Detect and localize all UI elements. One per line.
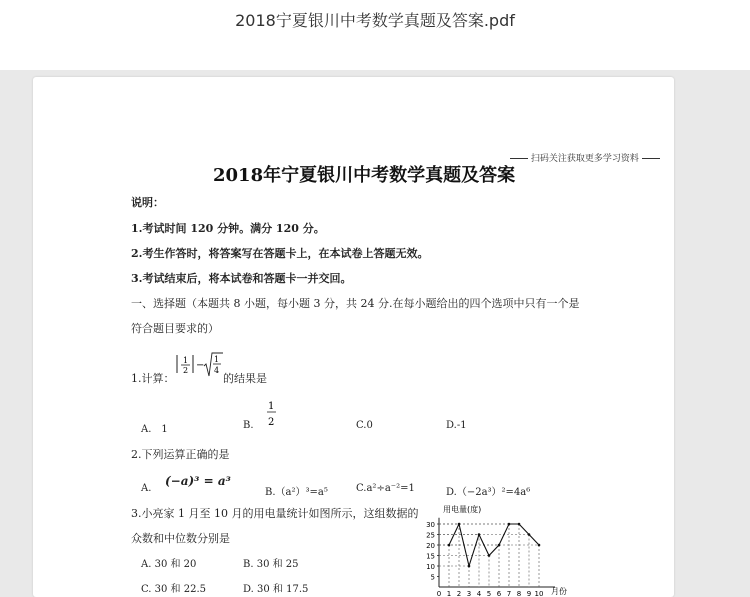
chart-data-point	[508, 523, 511, 526]
chart-y-tick-label: 25	[426, 531, 435, 540]
chart-series-line	[449, 524, 539, 566]
chart-data-point	[538, 544, 541, 547]
chart-x-tick-label: 8	[516, 590, 522, 597]
chart-data-point	[488, 554, 491, 557]
divider	[642, 158, 660, 159]
frac2-num: 1	[214, 355, 220, 364]
frac2-den: 4	[214, 366, 220, 375]
chart-x-tick-label: 7	[506, 590, 512, 597]
header-note	[510, 151, 660, 164]
chart-data-point	[518, 523, 521, 526]
chart-x-tick-label: 6	[496, 590, 502, 597]
minus-sign: −	[196, 360, 205, 371]
chart-y-tick-label: 15	[426, 552, 435, 561]
q2-option-b: B.（a²）³=a⁵	[265, 487, 328, 498]
chart-x-tick-label: 0	[436, 590, 442, 597]
viewer-toolbar	[0, 0, 750, 70]
q2-option-a-expr: (−a)³ = a³	[165, 474, 231, 488]
instruction-item: 2.考生作答时，将答案写在答题卡上，在本试卷上答题无效。	[131, 247, 429, 260]
chart-x-tick-label: 1	[446, 590, 452, 597]
q3-option-a: A. 30 和 20	[141, 559, 197, 570]
q1-option-d: D.-1	[446, 420, 467, 431]
chart-x-tick-label: 10	[534, 590, 544, 597]
frac1-den: 2	[183, 366, 189, 375]
question-1-prefix: 1.计算：	[131, 372, 175, 385]
q2-option-c: C.a²÷a⁻²=1	[356, 483, 415, 494]
chart-data-point	[448, 544, 451, 547]
q1-option-a: A. 1	[141, 424, 168, 435]
header-note-text: 扫码关注获取更多学习资料	[530, 154, 639, 164]
instruction-item: 3.考试结束后，将本试卷和答题卡一并交回。	[131, 272, 352, 285]
divider	[510, 158, 528, 159]
section-heading-cont: 符合题目要求的）	[131, 322, 219, 335]
chart-data-point	[498, 544, 501, 547]
q2-option-a-label: A.	[141, 483, 152, 494]
question-1-expression	[173, 349, 225, 385]
chart-data-point	[478, 533, 481, 536]
question-2-stem: 2.下列运算正确的是	[131, 448, 230, 461]
chart-y-tick-label: 5	[430, 573, 435, 582]
frac1-num: 1	[183, 356, 189, 365]
optB-den: 2	[268, 417, 275, 428]
document-page	[33, 77, 674, 597]
electricity-usage-chart	[413, 503, 573, 597]
chart-data-point	[528, 533, 531, 536]
chart-y-axis-label: 用电量(度)	[443, 505, 482, 514]
chart-y-tick-label: 10	[426, 563, 435, 571]
page-title: 2018年宁夏银川中考数学真题及答案	[213, 165, 516, 186]
chart-y-tick-label: 30	[426, 521, 435, 529]
chart-x-tick-label: 4	[476, 590, 482, 597]
question-3-stem: 3.小亮家 1 月至 10 月的用电量统计如图所示，这组数据的	[131, 507, 419, 520]
q1-option-b: B.	[243, 420, 254, 431]
question-3-stem-cont: 众数和中位数分别是	[131, 532, 230, 545]
question-1-suffix: 的结果是	[223, 372, 267, 385]
chart-x-axis-label: 月份	[551, 587, 567, 596]
chart-data-point	[458, 523, 461, 526]
instructions-heading: 说明：	[131, 196, 164, 209]
optB-num: 1	[268, 401, 275, 412]
instruction-item: 1.考试时间 120 分钟。满分 120 分。	[131, 222, 325, 235]
q3-option-b: B. 30 和 25	[243, 559, 299, 570]
document-file-title: 2018宁夏银川中考数学真题及答案.pdf	[235, 11, 515, 30]
q2-option-d: D.（−2a³）²=4a⁶	[446, 487, 531, 498]
q1-option-c: C.0	[356, 420, 373, 431]
chart-y-tick-label: 20	[426, 542, 435, 550]
q3-option-c: C. 30 和 22.5	[141, 584, 206, 595]
chart-data-point	[468, 565, 471, 568]
q3-option-d: D. 30 和 17.5	[243, 584, 309, 595]
chart-x-tick-label: 5	[486, 590, 492, 597]
chart-x-tick-label: 3	[466, 590, 472, 597]
q1-option-b-fraction	[265, 399, 279, 429]
section-heading: 一、选择题（本题共 8 小题，每小题 3 分，共 24 分.在每小题给出的四个选项中只有一个是	[131, 297, 580, 310]
chart-x-tick-label: 9	[526, 590, 532, 597]
chart-x-tick-label: 2	[456, 590, 462, 597]
